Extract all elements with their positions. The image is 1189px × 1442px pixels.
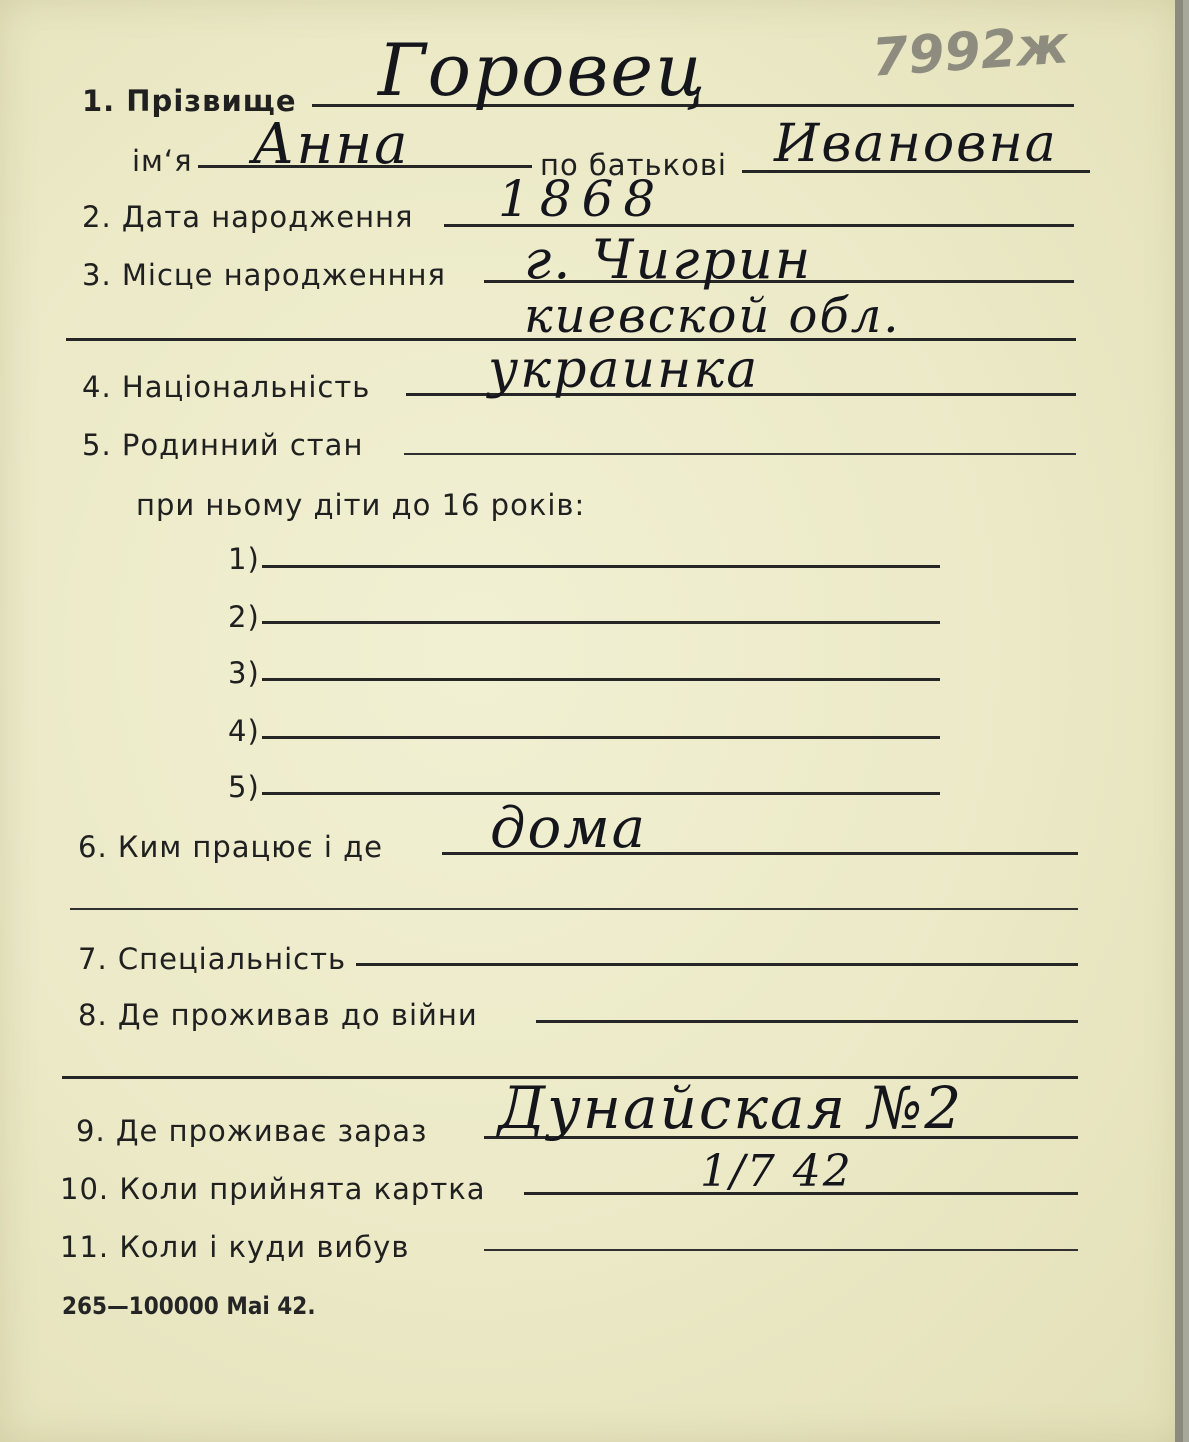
family-status-label: 5. Родинний стан	[82, 428, 364, 462]
child-number: 4)	[228, 714, 260, 748]
name-value: Анна	[252, 112, 410, 177]
departure-label: 11. Коли і куди вибув	[60, 1230, 410, 1264]
child-number: 3)	[228, 656, 260, 690]
child-line	[262, 736, 940, 739]
surname-value: Горовец	[378, 28, 708, 112]
child-line	[262, 565, 940, 568]
specialty-line	[356, 963, 1078, 966]
birth-place-value-2: киевской обл.	[524, 288, 901, 344]
card-number-stamp: 7992ж	[870, 15, 1071, 89]
card-accepted-value: 1/7 42	[700, 1146, 853, 1197]
nationality-label: 4. Національність	[82, 370, 371, 404]
current-residence-value: Дунайская №2	[498, 1074, 964, 1142]
current-residence-label: 9. Де проживає зараз	[76, 1114, 428, 1148]
family-status-line	[404, 453, 1076, 455]
work-label: 6. Ким працює і де	[78, 830, 384, 864]
nationality-value: украинка	[488, 340, 760, 400]
name-label: ім‘я	[132, 144, 193, 178]
departure-line	[484, 1249, 1078, 1251]
child-line	[262, 792, 940, 795]
work-line-2	[70, 908, 1078, 910]
patronymic-value: Ивановна	[774, 114, 1058, 174]
specialty-label: 7. Спеціальність	[78, 942, 347, 976]
child-line	[262, 678, 940, 681]
photo-edge	[1175, 0, 1183, 1442]
prewar-residence-line-1	[536, 1020, 1078, 1023]
prewar-residence-label: 8. Де проживав до війни	[78, 998, 478, 1032]
patronymic-label: по батькові	[540, 148, 727, 182]
birth-place-value-1: г. Чигрин	[524, 228, 813, 291]
card-accepted-label: 10. Коли прийнята картка	[60, 1172, 486, 1206]
birth-place-label: 3. Місце народженння	[82, 258, 446, 292]
work-value: дома	[490, 796, 648, 861]
child-number: 1)	[228, 542, 260, 576]
child-number: 2)	[228, 600, 260, 634]
birth-date-label: 2. Дата народження	[82, 200, 414, 234]
child-number: 5)	[228, 770, 260, 804]
child-line	[262, 621, 940, 624]
surname-label: 1. Прізвище	[82, 84, 297, 118]
birth-date-value: 1868	[498, 170, 666, 228]
children-label: при ньому діти до 16 років:	[136, 488, 586, 522]
print-code: 265—100000 Mai 42.	[62, 1292, 316, 1320]
